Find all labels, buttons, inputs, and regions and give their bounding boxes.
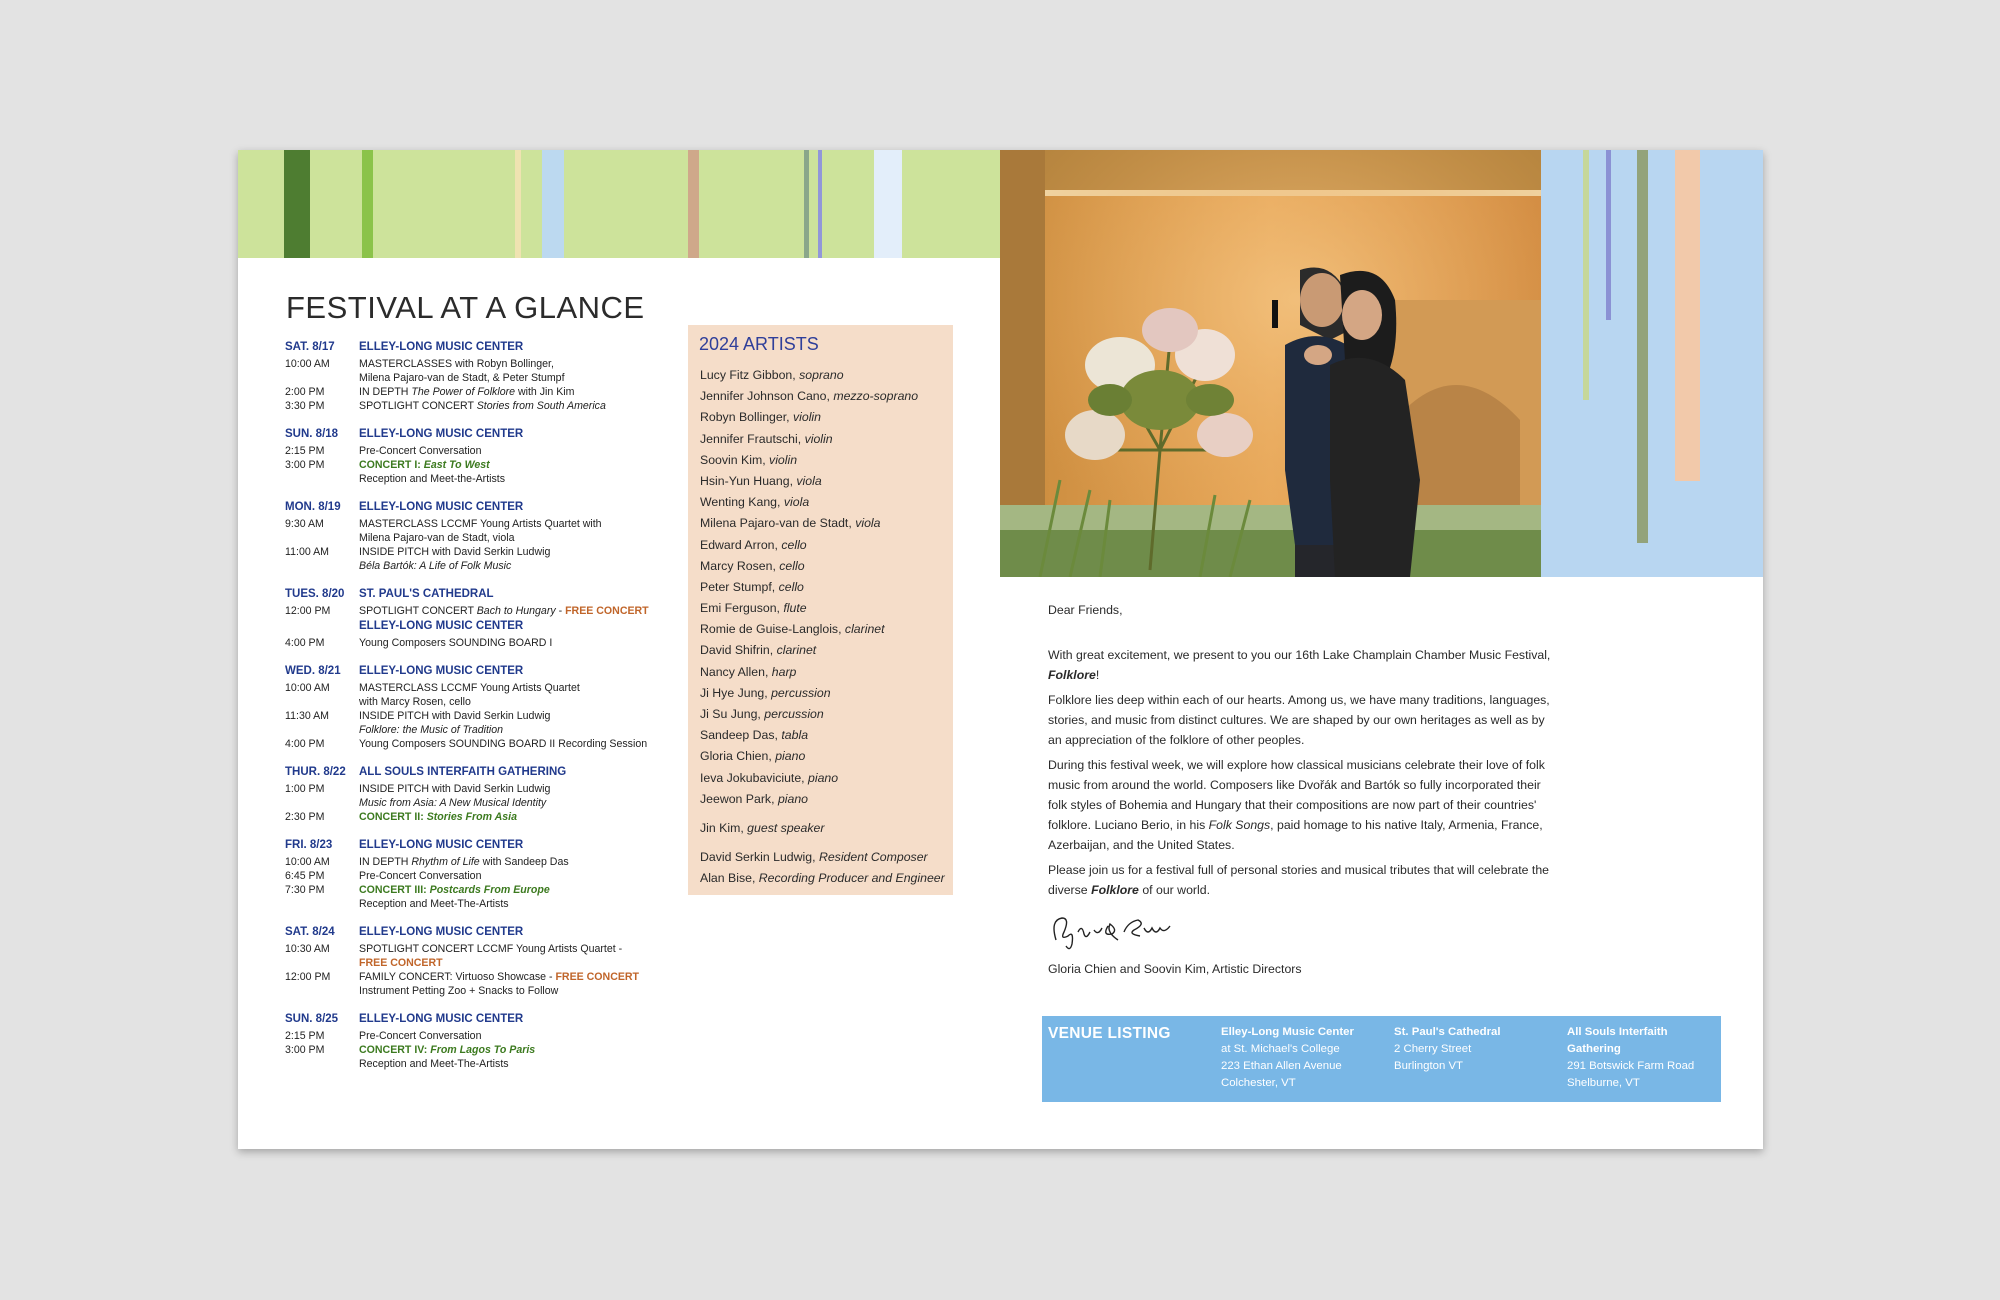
artist-name: Ieva Jokubaviciute (700, 770, 802, 785)
event-time: 12:00 PM (285, 971, 331, 983)
event-text: Pre-Concert Conversation (359, 1030, 482, 1042)
day-header (285, 426, 685, 442)
event-description (359, 1029, 685, 1043)
schedule-day (285, 339, 685, 413)
artist-row: Gloria Chien, piano (700, 749, 806, 764)
artist-role: piano (775, 749, 806, 764)
artist-row: Jennifer Frautschi, violin (700, 431, 833, 446)
event-row (285, 883, 685, 897)
schedule-day (285, 837, 685, 911)
artist-role: guest speaker (747, 820, 825, 835)
letter-paragraph (1048, 645, 1558, 685)
event-text: MASTERCLASSES with Robyn Bollinger, (359, 358, 554, 370)
event-title: Béla Bartók: A Life of Folk Music (359, 560, 512, 572)
venue-name: St. Paul's Cathedral (1394, 1026, 1501, 1038)
event-time: 2:15 PM (285, 445, 325, 457)
event-description (359, 942, 685, 956)
event-row-continued (285, 956, 685, 970)
brochure-spread (238, 150, 1763, 1149)
event-text: IN DEPTH (359, 856, 412, 868)
day-date: SAT. 8/17 (285, 341, 335, 353)
artist-name: Edward Arron (700, 537, 775, 552)
text: During this festival week, we will explore how classical musicians celebrate their love of folk music from around the world. Composers like Dvořák and Bartók so fully incorporated their folk styles of Bohemia and Hungary that their compositions are now part of their countries' folklore. Luciano Berio, in his (1048, 758, 1545, 832)
artist-row: Lucy Fitz Gibbon, soprano (700, 368, 844, 382)
event-description (359, 782, 685, 796)
event-time: 1:00 PM (285, 783, 325, 795)
artist-role: cello (778, 579, 804, 594)
event-time: 2:00 PM (285, 386, 325, 398)
day-venue: ST. PAUL'S CATHEDRAL (359, 588, 494, 600)
concert-title: East To West (423, 459, 490, 471)
artist-name: Gloria Chien (700, 749, 769, 764)
event-title: Bach to Hungary (476, 605, 556, 617)
event-description (359, 517, 685, 531)
event-title: Stories from South America (476, 400, 606, 412)
day-date: SUN. 8/18 (285, 428, 339, 440)
artist-name: Alan Bise (700, 871, 752, 886)
event-time: 11:00 AM (285, 546, 329, 558)
event-time: 10:00 AM (285, 856, 330, 868)
event-text: Reception and Meet-The-Artists (359, 1058, 509, 1070)
day-venue: ELLEY-LONG MUSIC CENTER (359, 665, 524, 677)
artist-name: Emi Ferguson (700, 601, 777, 616)
artist-name: Jennifer Frautschi (700, 431, 798, 446)
artist-name: David Serkin Ludwig (700, 850, 813, 865)
artist-name: Soovin Kim (700, 452, 763, 467)
event-time (285, 472, 359, 486)
artist-role: violin (769, 452, 798, 467)
event-text: Reception and Meet-the-Artists (359, 473, 506, 485)
event-text: SPOTLIGHT CONCERT LCCMF Young Artists Quartet - (359, 943, 623, 955)
event-row (285, 517, 685, 531)
event-row (285, 357, 685, 371)
event-time: 4:00 PM (285, 738, 325, 750)
blue-stripe-band (1541, 150, 1763, 577)
photo-directors-speaking (1000, 150, 1541, 577)
artist-list (700, 365, 950, 890)
event-text: Young Composers SOUNDING BOARD I (359, 637, 553, 649)
concert-title: From Lagos To Paris (430, 1044, 536, 1056)
artist-row: Jin Kim, guest speaker (700, 820, 825, 835)
event-row-continued (285, 897, 685, 911)
event-text: Reception and Meet-The-Artists (359, 898, 509, 910)
artist-name: Ji Su Jung (700, 707, 758, 721)
schedule-day (285, 1011, 685, 1071)
event-time: 3:00 PM (285, 459, 325, 471)
letter-paragraph (1048, 755, 1558, 855)
day-date: FRI. 8/23 (285, 839, 333, 851)
artist-row: Hsin-Yun Huang, viola (700, 473, 822, 488)
event-text: Instrument Petting Zoo + Snacks to Follow (359, 985, 559, 997)
schedule-day (285, 426, 685, 486)
event-row (285, 970, 685, 984)
artist-role: cello (779, 558, 805, 573)
artist-row: Robyn Bollinger, violin (700, 410, 822, 425)
artist-row: Jennifer Johnson Cano, mezzo-soprano (700, 389, 919, 404)
event-text: - (555, 605, 566, 617)
stripe (542, 150, 564, 258)
event-row-continued (285, 984, 685, 998)
event-description (359, 385, 685, 399)
event-time: 11:30 AM (285, 710, 329, 722)
event-text: with Marcy Rosen, cello (359, 696, 471, 708)
artist-role: percussion (771, 685, 831, 700)
free-concert-label: FREE CONCERT (555, 971, 640, 983)
event-text: Milena Pajaro-van de Stadt, & Peter Stumpf (359, 372, 565, 384)
artist-name: Ji Hye Jung (700, 685, 765, 700)
event-title: Rhythm of Life (411, 856, 480, 868)
venue-address-line: at St. Michael's College (1221, 1043, 1340, 1055)
event-description (359, 883, 685, 897)
welcome-letter (1048, 600, 1558, 905)
event-row (285, 855, 685, 869)
event-row (285, 709, 685, 723)
free-concert-label: FREE CONCERT (565, 605, 649, 617)
text: of our world. (1138, 883, 1210, 897)
day-header (285, 837, 685, 853)
event-row (285, 636, 685, 650)
event-row-continued (285, 796, 685, 810)
concert-title: Postcards From Europe (429, 884, 550, 896)
day-header (285, 764, 685, 780)
artist-role: viola (796, 473, 822, 488)
artist-row: Jeewon Park, piano (700, 791, 809, 806)
event-time: 7:30 PM (285, 884, 325, 896)
artist-name: Hsin-Yun Huang (700, 473, 790, 488)
artist-role: viola (855, 516, 881, 531)
day-header (285, 663, 685, 679)
event-time: 4:00 PM (285, 637, 325, 649)
event-row (285, 545, 685, 559)
event-title: The Power of Folklore (411, 386, 516, 398)
venue-st-pauls (1394, 1024, 1534, 1075)
venue-listing (1042, 1016, 1721, 1102)
event-row (285, 399, 685, 413)
artist-row: Emi Ferguson, flute (700, 601, 807, 616)
artist-role: mezzo-soprano (833, 389, 919, 404)
venue-address-line: Shelburne, VT (1567, 1077, 1640, 1089)
event-text: SPOTLIGHT CONCERT (359, 605, 477, 617)
day-venue: ELLEY-LONG MUSIC CENTER (359, 501, 524, 513)
stripe (362, 150, 373, 258)
event-row (285, 737, 685, 751)
schedule-day (285, 663, 685, 751)
artist-row: Edward Arron, cello (700, 537, 807, 552)
event-row-continued (285, 723, 685, 737)
schedule-day (285, 924, 685, 998)
venue-name: Elley-Long Music Center (1221, 1026, 1354, 1038)
event-row (285, 618, 685, 634)
artist-name: Nancy Allen (700, 664, 765, 679)
event-description (359, 737, 685, 751)
event-text: Young Composers SOUNDING BOARD II Recording Session (359, 738, 648, 750)
event-row (285, 1029, 685, 1043)
event-time: 2:30 PM (285, 811, 325, 823)
event-row (285, 458, 685, 472)
event-row-continued (285, 559, 685, 573)
day-date: SAT. 8/24 (285, 926, 335, 938)
text: , paid homage to his native Italy, Armenia, France, Azerbaijan, and the United States. (1048, 818, 1543, 852)
stripe (874, 150, 902, 258)
day-date: THUR. 8/22 (285, 766, 346, 778)
artist-row: David Serkin Ludwig, Resident Composer (700, 850, 928, 865)
event-description (359, 357, 685, 371)
event-text: INSIDE PITCH with David Serkin Ludwig (359, 783, 551, 795)
artist-row: Wenting Kang, viola (700, 495, 810, 510)
green-stripe-band (238, 150, 1000, 258)
event-row-continued (285, 1057, 685, 1071)
artist-name: Peter Stumpf (700, 579, 772, 594)
text: ! (1095, 668, 1100, 682)
artist-role: harp (771, 664, 797, 679)
letter-signoff: Gloria Chien and Soovin Kim, Artistic Directors (1048, 962, 1302, 976)
day-venue: ELLEY-LONG MUSIC CENTER (359, 926, 524, 938)
stripe (804, 150, 809, 258)
artist-name: Wenting Kang (700, 495, 778, 510)
venue-name: All Souls Interfaith Gathering (1567, 1026, 1668, 1055)
event-row (285, 1043, 685, 1057)
event-time: 3:00 PM (285, 1044, 325, 1056)
event-row-continued (285, 472, 685, 486)
event-description (359, 1043, 685, 1057)
event-row-continued (285, 531, 685, 545)
artist-role: Resident Composer (818, 850, 928, 865)
event-text: Milena Pajaro-van de Stadt, viola (359, 532, 515, 544)
venue-address-line: 2 Cherry Street (1394, 1043, 1472, 1055)
artists-title: 2024 ARTISTS (699, 334, 819, 354)
event-description (359, 869, 685, 883)
concert-label: CONCERT IV: (359, 1044, 431, 1056)
event-title: Folklore: the Music of Tradition (359, 724, 504, 736)
artist-role: percussion (764, 707, 824, 721)
stripe (688, 150, 699, 258)
artist-role: violin (804, 431, 833, 446)
event-time (285, 796, 359, 810)
event-row (285, 604, 685, 618)
artists-panel (688, 325, 953, 895)
concert-label: CONCERT I: (359, 459, 424, 471)
event-description (359, 709, 685, 723)
event-row (285, 385, 685, 399)
event-row (285, 681, 685, 695)
event-text: FAMILY CONCERT: Virtuoso Showcase - (359, 971, 556, 983)
event-row-continued (285, 695, 685, 709)
artist-row: Milena Pajaro-van de Stadt, viola (700, 516, 881, 531)
event-time: 3:30 PM (285, 400, 325, 412)
stripe (1606, 150, 1611, 320)
artist-name: Robyn Bollinger (700, 410, 787, 425)
letter-paragraph (1048, 860, 1558, 900)
artist-role: soprano (799, 368, 844, 382)
artist-role: piano (777, 791, 809, 806)
event-text: INSIDE PITCH with David Serkin Ludwig (359, 546, 551, 558)
stripe (818, 150, 822, 258)
artist-role: viola (783, 495, 810, 510)
day-venue: ALL SOULS INTERFAITH GATHERING (359, 766, 567, 778)
day-date: WED. 8/21 (285, 665, 341, 677)
venue-address-line: 223 Ethan Allen Avenue (1221, 1060, 1342, 1072)
artist-row: Romie de Guise-Langlois, clarinet (700, 622, 885, 637)
event-venue: ELLEY-LONG MUSIC CENTER (359, 620, 524, 632)
stripe (1637, 150, 1648, 543)
artist-role: piano (808, 770, 839, 785)
event-row (285, 782, 685, 796)
event-time: 2:15 PM (285, 1030, 325, 1042)
artist-role: clarinet (844, 622, 885, 637)
schedule-day (285, 586, 685, 650)
text: With great excitement, we present to you our 16th Lake Champlain Chamber Music Festival, (1048, 648, 1551, 662)
event-time (285, 723, 359, 737)
artist-role: flute (783, 601, 807, 616)
event-description (359, 444, 685, 458)
event-description (359, 636, 685, 650)
artist-role: tabla (781, 728, 809, 743)
work-title: Folk Songs (1208, 818, 1271, 832)
day-header (285, 339, 685, 355)
event-text (359, 796, 685, 810)
schedule-list (285, 339, 685, 1084)
event-time (285, 956, 359, 970)
artist-name: Jennifer Johnson Cano (700, 389, 827, 404)
stripe (284, 150, 310, 258)
artist-name: Jin Kim (700, 820, 741, 835)
artist-row: David Shifrin, clarinet (700, 643, 817, 658)
event-text: MASTERCLASS LCCMF Young Artists Quartet (359, 682, 580, 694)
event-text: INSIDE PITCH with David Serkin Ludwig (359, 710, 551, 722)
text: Please join us for a festival full of personal stories and musical tributes that will celebrate the diverse (1048, 863, 1550, 897)
event-time: 6:45 PM (285, 870, 325, 882)
artist-name: Sandeep Das (700, 728, 775, 743)
artist-row: Nancy Allen, harp (700, 664, 797, 679)
handwritten-signature (1048, 910, 1178, 959)
event-time (285, 695, 359, 709)
event-text (359, 723, 685, 737)
artist-name: Jeewon Park (700, 791, 772, 806)
schedule-day (285, 764, 685, 824)
day-header (285, 586, 685, 602)
event-time: 10:00 AM (285, 682, 330, 694)
artist-role: clarinet (776, 643, 817, 658)
day-venue: ELLEY-LONG MUSIC CENTER (359, 428, 524, 440)
artist-row: Ieva Jokubaviciute, piano (700, 770, 839, 785)
event-text: Pre-Concert Conversation (359, 870, 482, 882)
day-header (285, 1011, 685, 1027)
event-row (285, 444, 685, 458)
day-header (285, 924, 685, 940)
artist-row: Sandeep Das, tabla (700, 728, 809, 743)
artist-row: Soovin Kim, violin (700, 452, 798, 467)
day-venue: ELLEY-LONG MUSIC CENTER (359, 839, 524, 851)
day-date: TUES. 8/20 (285, 588, 345, 600)
venue-elley-long (1221, 1024, 1371, 1092)
day-date: MON. 8/19 (285, 501, 341, 513)
event-text: MASTERCLASS LCCMF Young Artists Quartet with (359, 518, 602, 530)
concert-title: Stories From Asia (426, 811, 517, 823)
event-title: Music from Asia: A New Musical Identity (359, 797, 547, 809)
artist-name: David Shifrin (700, 643, 770, 658)
artist-role: violin (792, 410, 822, 425)
event-text (359, 559, 685, 573)
page-title: FESTIVAL AT A GLANCE (286, 290, 645, 325)
free-concert-label: FREE CONCERT (359, 957, 443, 969)
event-row (285, 810, 685, 824)
event-description (359, 855, 685, 869)
venue-address-line: Colchester, VT (1221, 1077, 1296, 1089)
artist-name: Marcy Rosen (700, 558, 773, 573)
event-text: Pre-Concert Conversation (359, 445, 482, 457)
event-row (285, 942, 685, 956)
event-text: IN DEPTH (359, 386, 412, 398)
event-text: with Jin Kim (515, 386, 575, 398)
festival-name: Folklore (1048, 668, 1096, 682)
venue-address-line: Burlington VT (1394, 1060, 1464, 1072)
event-time (285, 984, 359, 998)
letter-greeting: Dear Friends, (1048, 603, 1123, 617)
signature-drawing (1048, 910, 1178, 954)
event-description (359, 604, 685, 618)
schedule-day (285, 499, 685, 573)
event-time: 10:00 AM (285, 358, 330, 370)
artist-row: Alan Bise, Recording Producer and Engineer (700, 871, 945, 886)
event-time (285, 559, 359, 573)
event-time (285, 618, 359, 634)
event-time (285, 897, 359, 911)
event-description (359, 681, 685, 695)
photo-illustration (1000, 150, 1541, 577)
event-text: SPOTLIGHT CONCERT (359, 400, 477, 412)
event-description (359, 810, 685, 824)
concert-label: CONCERT II: (359, 811, 427, 823)
event-time: 9:30 AM (285, 518, 324, 530)
event-time (285, 371, 359, 385)
artist-name: Romie de Guise-Langlois (700, 622, 839, 637)
day-venue: ELLEY-LONG MUSIC CENTER (359, 1013, 524, 1025)
event-time: 10:30 AM (285, 943, 330, 955)
venue-all-souls (1567, 1024, 1712, 1092)
day-venue: ELLEY-LONG MUSIC CENTER (359, 341, 524, 353)
event-row-continued (285, 371, 685, 385)
event-description (359, 458, 685, 472)
event-description (359, 970, 685, 984)
event-time (285, 1057, 359, 1071)
event-row (285, 869, 685, 883)
artist-role: cello (781, 537, 807, 552)
artist-row: Peter Stumpf, cello (700, 579, 804, 594)
artist-row: Ji Hye Jung, percussion (700, 685, 831, 700)
letter-paragraph: Folklore lies deep within each of our hearts. Among us, we have many traditions, languages, stories, and music from distinct cultures. We are shaped by our own heritages as well as by an appreciation of the folklore of other peoples. (1048, 693, 1550, 747)
stripe (1583, 150, 1589, 400)
artist-name: Milena Pajaro-van de Stadt (700, 516, 849, 531)
festival-name: Folklore (1091, 883, 1139, 897)
venue-address-line: 291 Botswick Farm Road (1567, 1060, 1695, 1072)
day-header (285, 499, 685, 515)
event-text: with Sandeep Das (479, 856, 569, 868)
event-time (285, 531, 359, 545)
day-date: SUN. 8/25 (285, 1013, 339, 1025)
stripe (1675, 150, 1700, 481)
artist-role: Recording Producer and Engineer (758, 871, 945, 886)
artist-row: Marcy Rosen, cello (700, 558, 805, 573)
artist-name: Lucy Fitz Gibbon (700, 368, 793, 382)
venue-heading: VENUE LISTING (1048, 1025, 1171, 1042)
stripe (515, 150, 521, 258)
artist-row: Ji Su Jung, percussion (700, 707, 824, 721)
event-time: 12:00 PM (285, 605, 331, 617)
event-description (359, 545, 685, 559)
event-description (359, 399, 685, 413)
concert-label: CONCERT III: (359, 884, 430, 896)
